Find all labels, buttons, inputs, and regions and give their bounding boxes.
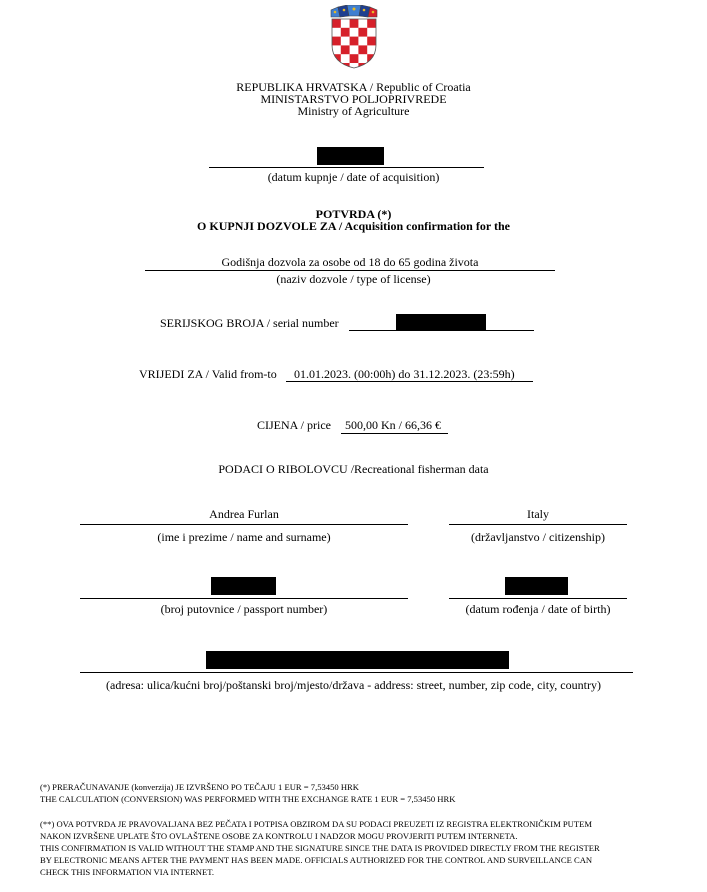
address-caption: (adresa: ulica/kućni broj/poštanski broj/mjesto/država - address: street, number, zip code, city, country) [106,678,601,692]
croatian-coat-of-arms [328,5,380,69]
redacted-birth-date [505,577,568,595]
validity-line [286,381,533,382]
validity-label: VRIJEDI ZA / Valid from-to [139,367,277,381]
passport-line [80,598,408,599]
fisherman-heading: PODACI O RIBOLOVCU /Recreational fisherman data [218,462,489,476]
passport-caption: (broj putovnice / passport number) [160,602,328,616]
redacted-serial-number [396,314,486,330]
header-ministry: MINISTARSTVO POLJOPRIVREDE [260,92,447,106]
header-ministry-en: Ministry of Agriculture [297,104,410,118]
citizenship-value: Italy [527,507,549,521]
license-caption: (naziv dozvole / type of license) [276,272,431,286]
birth-date-line [449,598,627,599]
validity-value: 01.01.2023. (00:00h) do 31.12.2023. (23:59h) [294,367,515,381]
citizenship-caption: (državljanstvo / citizenship) [471,530,605,544]
price-value: 500,00 Kn / 66,36 € [345,418,441,432]
redacted-passport-number [211,577,276,595]
footnote-2-line-2: NAKON IZVRŠENE UPLATE ŠTO OVLAŠTENE OSOBE ZA KONTROLU I NADZOR MOGU PROVJERITI PUTEM INTERNETA. [40,831,518,841]
footnote-2-line-3: THIS CONFIRMATION IS VALID WITHOUT THE STAMP AND THE SIGNATURE SINCE THE DATA IS PROVIDED DIRECTLY FROM THE REGISTER [40,843,600,853]
header-republic: REPUBLIKA HRVATSKA / Republic of Croatia [236,80,471,94]
acquisition-date-caption: (datum kupnje / date of acquisition) [267,170,440,184]
license-line [145,270,555,271]
document-subtitle: O KUPNJI DOZVOLE ZA / Acquisition confirmation for the [197,219,510,233]
address-line [80,672,633,673]
price-label: CIJENA / price [257,418,331,432]
redacted-acquisition-date [317,147,384,165]
acquisition-date-line [209,167,484,168]
footnote-1-line-2: THE CALCULATION (CONVERSION) WAS PERFORMED WITH THE EXCHANGE RATE 1 EUR = 7,53450 HRK [40,794,456,804]
footnote-2-line-1: (**) OVA POTVRDA JE PRAVOVALJANA BEZ PEČATA I POTPISA OBZIROM DA SU PODACI PREUZETI IZ REGISTRA ELEKTRONIČKIM PUTEM [40,819,592,829]
coat-of-arms-icon [328,5,380,69]
footnote-1-line-1: (*) PRERAČUNAVANJE (konverzija) JE IZVRŠENO PO TEČAJU 1 EUR = 7,53450 HRK [40,782,359,792]
fisherman-name: Andrea Furlan [209,507,279,521]
birth-date-caption: (datum rođenja / date of birth) [465,602,611,616]
document-title: POTVRDA (*) [315,207,392,221]
citizenship-line [449,524,627,525]
price-line [341,433,448,434]
serial-label: SERIJSKOG BROJA / serial number [160,316,339,330]
name-caption: (ime i prezime / name and surname) [157,530,331,544]
name-line [80,524,408,525]
footnote-2-line-5: CHECK THIS INFORMATION VIA INTERNET. [40,867,215,877]
license-name: Godišnja dozvola za osobe od 18 do 65 godina života [221,255,479,269]
serial-line [349,330,534,331]
redacted-address [206,651,509,669]
footnote-2-line-4: BY ELECTRONIC MEANS AFTER THE PAYMENT HAS BEEN MADE. OFFICIALS AUTHORIZED FOR THE CONTROL AND SURVEILLANCE CAN [40,855,593,865]
